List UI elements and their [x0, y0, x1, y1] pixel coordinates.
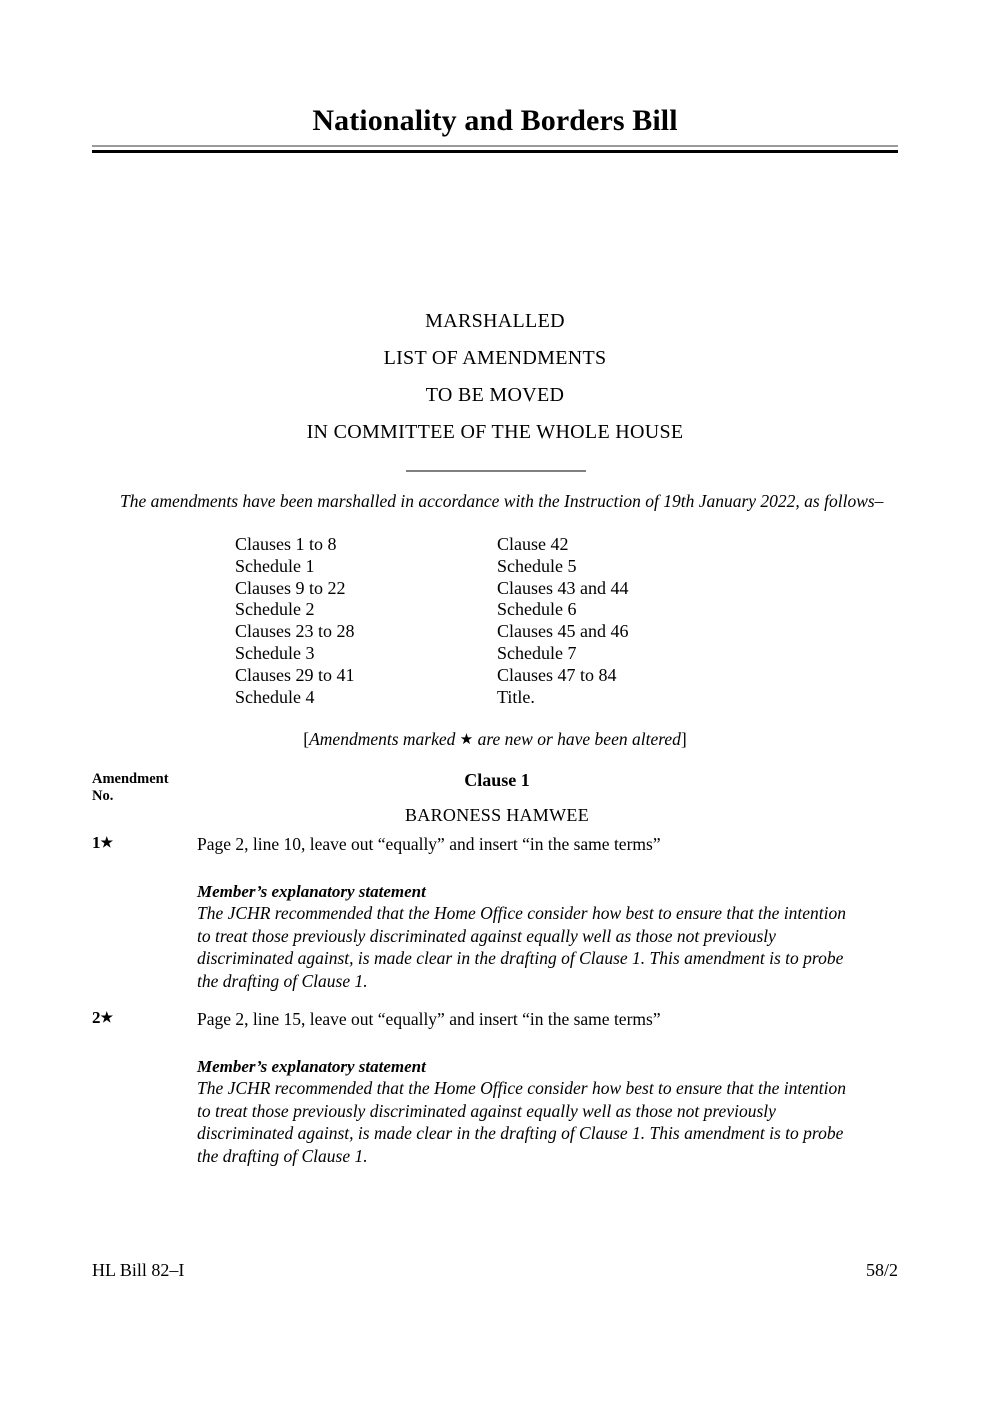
- amendment-body: [197, 1008, 898, 1167]
- title-rule-thick: [92, 150, 898, 153]
- clause-list-right-column: [497, 534, 628, 708]
- statement-line: the drafting of Clause 1.: [197, 1145, 368, 1166]
- clause-list-item: Schedule 3: [235, 642, 315, 663]
- amendment-number: [92, 1008, 187, 1028]
- amendment-number-value: 1: [92, 833, 101, 852]
- clause-list-item: Clauses 43 and 44: [497, 577, 629, 598]
- statement-line: discriminated against, is made clear in the drafting of Clause 1. This amendment is to probe: [197, 948, 844, 968]
- explanatory-statement-body: [197, 1077, 891, 1167]
- sponsor-name: BARONESS HAMWEE: [404, 805, 589, 825]
- clause-list-item: Clauses 29 to 41: [235, 664, 355, 685]
- star-note-text-before: Amendments marked: [309, 729, 460, 749]
- statement-line: the drafting of Clause 1.: [197, 970, 368, 991]
- center-divider-rule: [406, 470, 586, 472]
- title-divider-rule: [92, 145, 898, 153]
- star-legend-note: [92, 729, 898, 750]
- bill-reference: HL Bill 82–I: [92, 1260, 185, 1280]
- statement-line: The JCHR recommended that the Home Office consider how best to ensure that the intention: [197, 903, 846, 923]
- page-title: Nationality and Borders Bill: [312, 104, 678, 137]
- star-icon: ★: [100, 836, 114, 851]
- amendment-number: [92, 833, 187, 853]
- clause-list-item: Schedule 6: [497, 599, 577, 620]
- statement-line: to treat those previously discriminated against equally well as those not previously: [197, 1100, 776, 1121]
- heading-line-3: TO BE MOVED: [425, 384, 565, 406]
- clause-heading: Clause 1: [464, 770, 530, 790]
- star-icon: ★: [100, 1011, 114, 1026]
- bracket-open: [: [303, 729, 310, 749]
- bracket-close: ]: [680, 729, 687, 749]
- marshalled-list-heading: [92, 303, 898, 451]
- clause-list-item: Clauses 1 to 8: [235, 534, 337, 554]
- heading-line-1: MARSHALLED: [425, 310, 565, 332]
- clause-list-item: Clauses 9 to 22: [235, 577, 346, 598]
- clause-list-item: Schedule 7: [497, 642, 577, 663]
- heading-line-2: LIST OF AMENDMENTS: [383, 347, 607, 369]
- star-note-text-after: are new or have been altered: [473, 729, 681, 749]
- clause-list-item: Clause 42: [497, 534, 569, 554]
- statement-line: discriminated against, is made clear in the drafting of Clause 1. This amendment is to probe: [197, 1123, 844, 1143]
- clause-list-item: Schedule 2: [235, 599, 315, 620]
- statement-line: to treat those previously discriminated against equally well as those not previously: [197, 925, 776, 946]
- page-number: 58/2: [865, 1260, 898, 1280]
- clause-list-item: Clauses 47 to 84: [497, 664, 617, 685]
- clause-list-item: Schedule 5: [497, 555, 577, 576]
- clause-list-item: Clauses 23 to 28: [235, 621, 355, 642]
- clause-list-item: Schedule 1: [235, 555, 315, 576]
- clause-list-left-column: [235, 534, 355, 708]
- explanatory-statement-title: Member’s explanatory statement: [197, 882, 426, 901]
- star-icon: ★: [459, 732, 474, 748]
- amendment-body: [197, 833, 898, 992]
- instruction-paragraph: The amendments have been marshalled in accordance with the Instruction of 19th January 2022, as follows–: [120, 491, 884, 511]
- clause-list-item: Clauses 45 and 46: [497, 621, 629, 642]
- amendment-text: Page 2, line 10, leave out “equally” and insert “in the same terms”: [197, 834, 661, 854]
- amendment-text: Page 2, line 15, leave out “equally” and insert “in the same terms”: [197, 1009, 661, 1029]
- amendment-number-value: 2: [92, 1008, 101, 1027]
- explanatory-statement-body: [197, 902, 891, 992]
- heading-line-4: IN COMMITTEE OF THE WHOLE HOUSE: [306, 421, 684, 443]
- explanatory-statement-title: Member’s explanatory statement: [197, 1057, 426, 1076]
- clause-list-item: Schedule 4: [235, 686, 315, 707]
- statement-line: The JCHR recommended that the Home Office consider how best to ensure that the intention: [197, 1078, 846, 1098]
- clause-list-item: Title.: [497, 686, 535, 707]
- amendment-no-label: Amendment No.: [92, 771, 169, 804]
